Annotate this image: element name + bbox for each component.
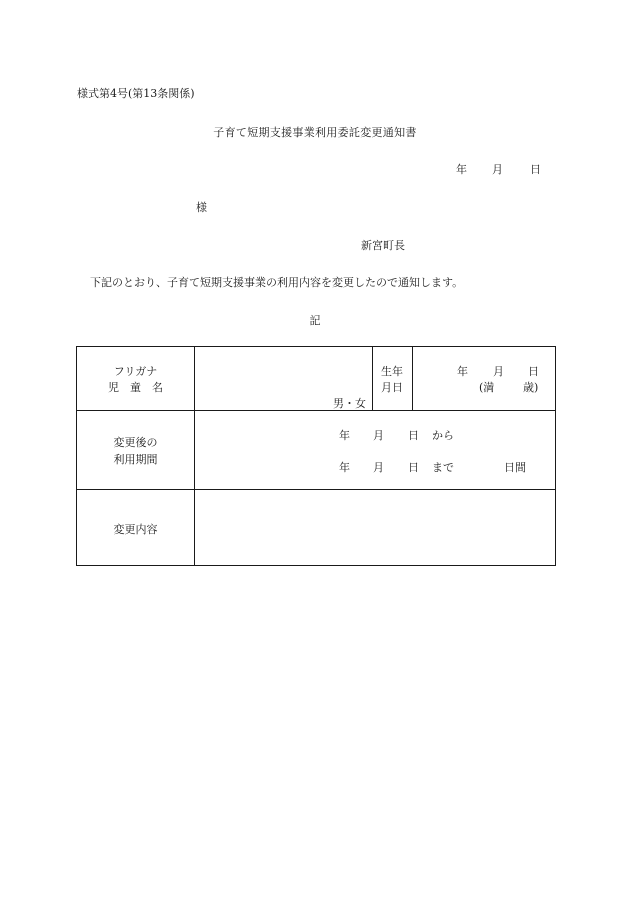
from-suffix: から xyxy=(432,429,454,442)
change-content-field[interactable] xyxy=(197,493,551,563)
birth-month: 月 xyxy=(493,365,504,378)
form-table xyxy=(76,346,556,566)
row-divider xyxy=(77,489,555,490)
child-name-field[interactable] xyxy=(197,379,337,407)
row-divider xyxy=(77,410,555,411)
birth-label-divider xyxy=(412,347,413,410)
period-label-1: 変更後の xyxy=(113,436,158,449)
gender-selector[interactable]: 男・女 xyxy=(333,397,366,410)
birth-year: 年 xyxy=(457,365,468,378)
from-month: 月 xyxy=(373,429,384,442)
birth-label-2: 月日 xyxy=(381,381,403,394)
addressee-suffix: 様 xyxy=(196,201,207,214)
child-name-label: 児 童 名 xyxy=(108,381,163,394)
birth-day: 日 xyxy=(528,365,539,378)
document-title: 子育て短期支援事業利用委託変更通知書 xyxy=(213,126,417,139)
to-suffix: まで xyxy=(432,461,454,474)
label-column-divider xyxy=(194,347,195,565)
date-day: 日 xyxy=(530,163,541,176)
form-number: 様式第4号(第13条関係) xyxy=(77,87,195,100)
change-content-label: 変更内容 xyxy=(113,523,158,536)
ki-heading: 記 xyxy=(309,314,321,327)
furigana-field[interactable] xyxy=(197,349,367,377)
age-open: (満 xyxy=(479,381,495,394)
date-month: 月 xyxy=(492,163,503,176)
birth-label-1: 生年 xyxy=(381,365,403,378)
from-year: 年 xyxy=(339,429,350,442)
age-close: 歳) xyxy=(523,381,539,394)
notice-date xyxy=(456,161,541,177)
period-label-2: 利用期間 xyxy=(113,453,158,466)
to-month: 月 xyxy=(373,461,384,474)
date-year: 年 xyxy=(456,163,467,176)
body-text: 下記のとおり、子育て短期支援事業の利用内容を変更したので通知します。 xyxy=(90,276,464,289)
furigana-label: フリガナ xyxy=(113,365,158,378)
issuer: 新宮町長 xyxy=(361,239,405,252)
days-label: 日間 xyxy=(504,461,526,474)
from-day: 日 xyxy=(408,429,419,442)
to-day: 日 xyxy=(408,461,419,474)
to-year: 年 xyxy=(339,461,350,474)
